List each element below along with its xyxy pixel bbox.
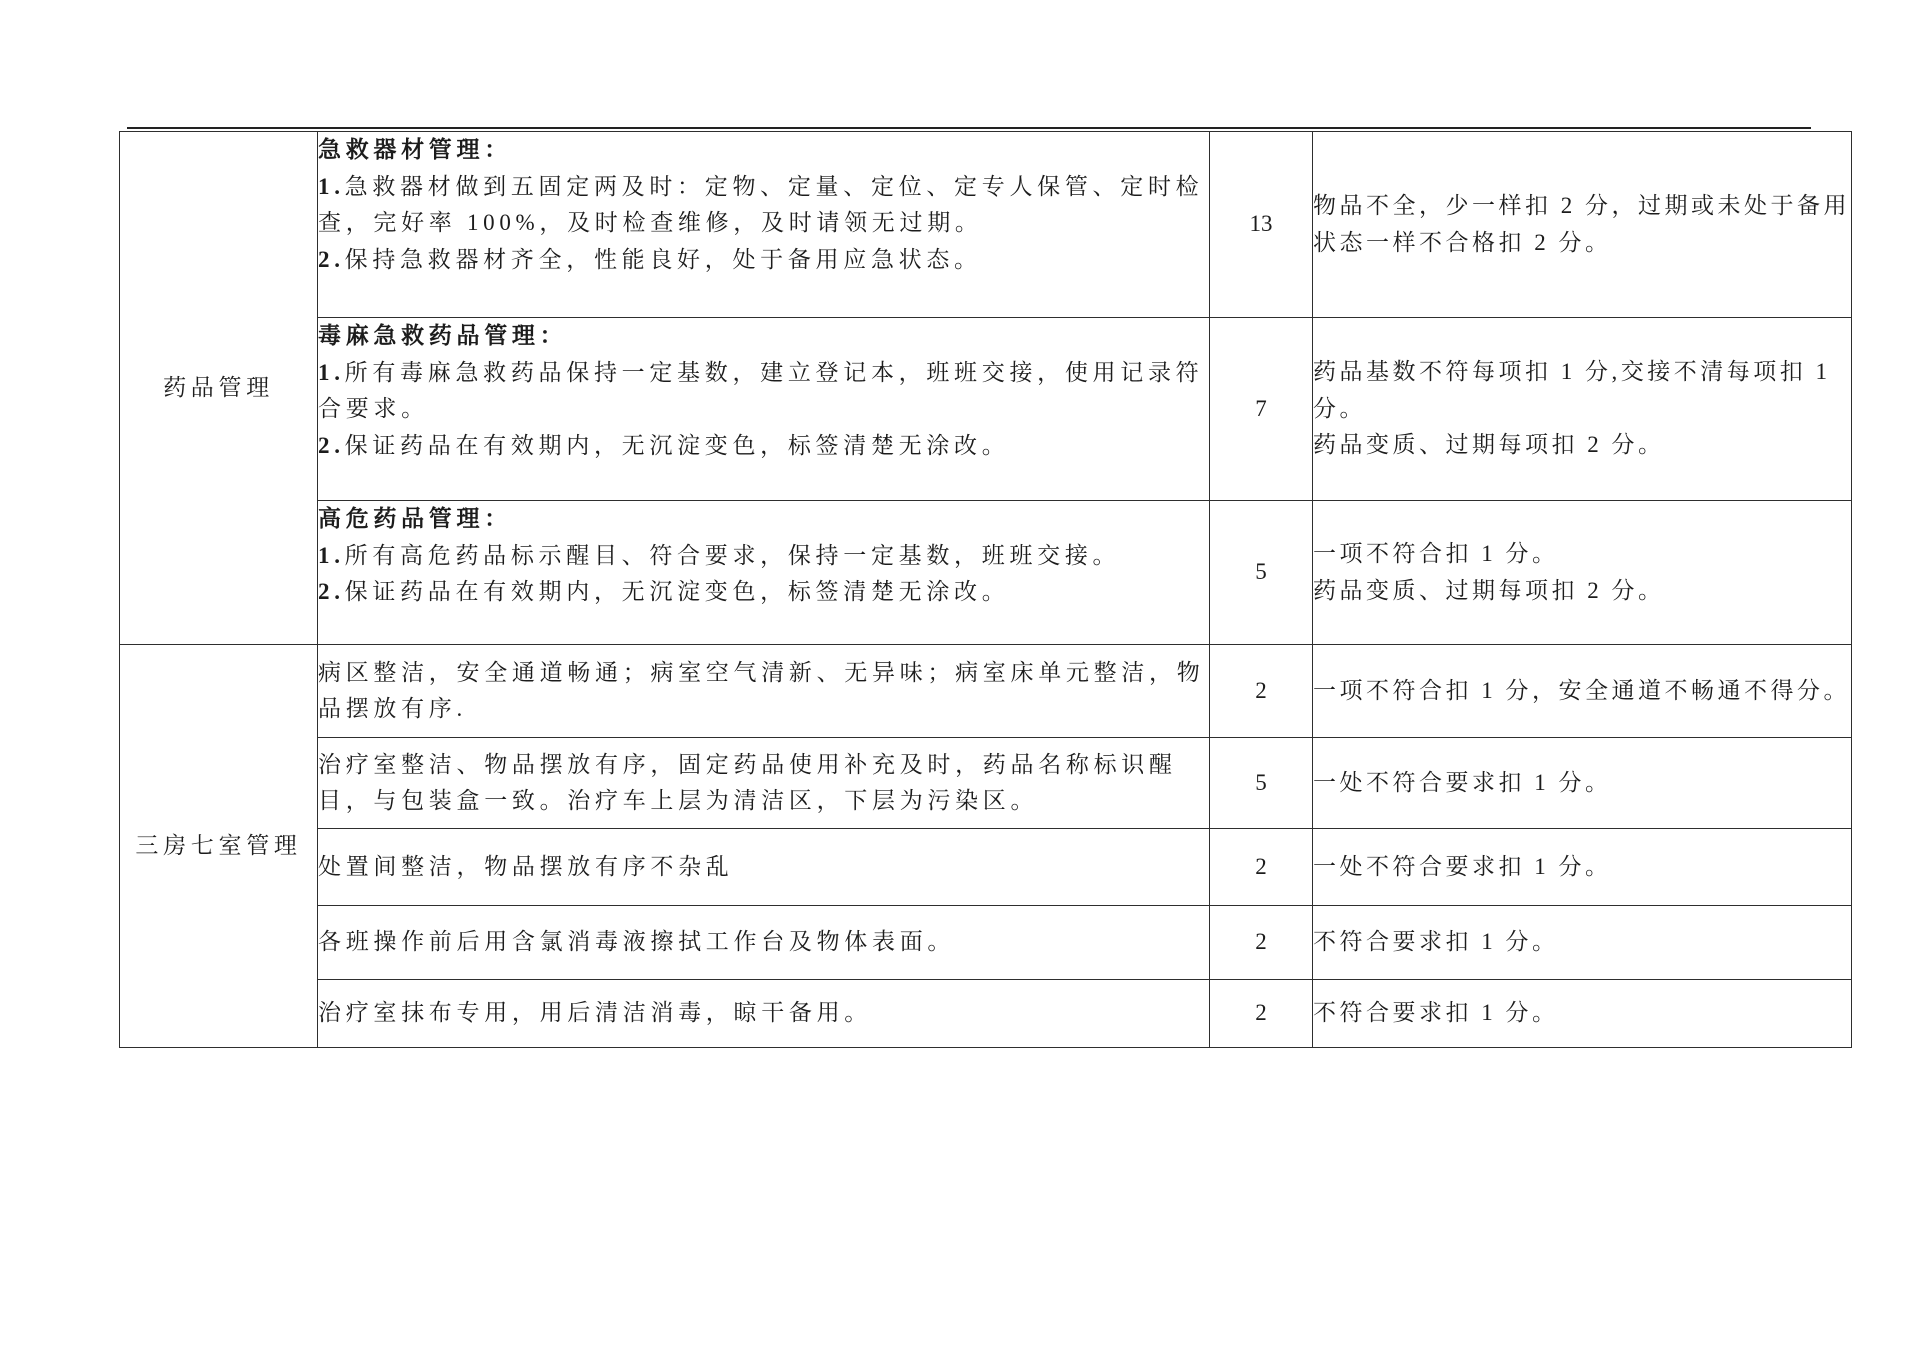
list-item	[318, 574, 1209, 611]
score-cell: 2	[1210, 645, 1313, 738]
score-cell: 2	[1210, 980, 1313, 1048]
item-text: 急救器材做到五固定两及时：定物、定量、定位、定专人保管、定时检查，完好率 100%，及时检查维修，及时请领无过期。	[318, 173, 1204, 235]
item-text: 保持急救器材齐全，性能良好，处于备用应急状态。	[344, 246, 982, 272]
table-row	[120, 906, 1852, 980]
row-title: 毒麻急救药品管理：	[318, 323, 568, 348]
category-cell	[120, 132, 318, 645]
table-row	[120, 980, 1852, 1048]
content-cell	[318, 829, 1210, 906]
content-cell	[318, 318, 1210, 501]
criteria-cell	[1313, 318, 1852, 501]
criteria-text: 物品不全，少一样扣 2 分，过期或未处于备用状态一样不合格扣 2 分。	[1313, 193, 1850, 255]
table-row	[120, 501, 1852, 645]
item-text: 所有高危药品标示醒目、符合要求，保持一定基数，班班交接。	[344, 542, 1121, 568]
item-number: 2.	[318, 579, 345, 604]
criteria-cell	[1313, 132, 1852, 318]
list-item	[318, 169, 1209, 242]
score-cell: 2	[1210, 906, 1313, 980]
item-number: 1.	[318, 173, 345, 199]
content-text: 各班操作前后用含氯消毒液擦拭工作台及物体表面。	[318, 929, 956, 955]
list-item	[318, 428, 1209, 465]
score-cell: 2	[1210, 829, 1313, 906]
row-title: 高危药品管理：	[318, 506, 512, 531]
list-item	[318, 355, 1209, 428]
content-text: 治疗室抹布专用，用后清洁消毒，晾干备用。	[318, 1000, 872, 1026]
criteria-text: 一处不符合要求扣 1 分。	[1313, 769, 1612, 795]
criteria-text: 一项不符合扣 1 分，安全通道不畅通不得分。	[1313, 677, 1850, 703]
table-row	[120, 645, 1852, 738]
row-title: 急救器材管理：	[318, 137, 512, 162]
criteria-text: 一项不符合扣 1 分。	[1313, 541, 1559, 566]
table-row	[120, 318, 1852, 501]
content-cell	[318, 906, 1210, 980]
category-label: 药品管理	[163, 374, 274, 400]
category-cell	[120, 645, 318, 1048]
top-rule	[127, 127, 1811, 129]
list-item	[318, 538, 1209, 575]
score-cell: 5	[1210, 501, 1313, 645]
item-number: 2.	[318, 246, 345, 272]
content-text: 病区整洁，安全通道畅通；病室空气清新、无异味；病室床单元整洁，物品摆放有序.	[318, 659, 1205, 721]
content-text: 处置间整洁，物品摆放有序不杂乱	[318, 853, 734, 879]
category-label: 三房七室管理	[135, 832, 302, 858]
criteria-cell	[1313, 501, 1852, 645]
content-cell	[318, 645, 1210, 738]
criteria-text: 药品变质、过期每项扣 2 分。	[1313, 432, 1665, 458]
item-text: 所有毒麻急救药品保持一定基数，建立登记本，班班交接，使用记录符合要求。	[318, 359, 1204, 421]
criteria-text: 不符合要求扣 1 分。	[1313, 929, 1559, 955]
content-cell	[318, 501, 1210, 645]
evaluation-table	[119, 131, 1852, 1048]
content-text: 治疗室整洁、物品摆放有序，固定药品使用补充及时，药品名称标识醒目，与包装盒一致。治疗车上层为清洁区，下层为污染区。	[318, 751, 1177, 813]
criteria-cell	[1313, 906, 1852, 980]
item-number: 1.	[318, 359, 345, 385]
score-cell: 5	[1210, 738, 1313, 829]
list-item	[318, 242, 1209, 279]
score-cell: 7	[1210, 318, 1313, 501]
content-cell	[318, 738, 1210, 829]
table-row	[120, 829, 1852, 906]
criteria-text: 药品变质、过期每项扣 2 分。	[1313, 577, 1665, 603]
content-cell	[318, 980, 1210, 1048]
criteria-cell	[1313, 738, 1852, 829]
table-row	[120, 738, 1852, 829]
criteria-text: 药品基数不符每项扣 1 分,交接不清每项扣 1 分。	[1313, 359, 1831, 421]
score-cell: 13	[1210, 132, 1313, 318]
criteria-text: 不符合要求扣 1 分。	[1313, 1000, 1559, 1026]
item-text: 保证药品在有效期内，无沉淀变色，标签清楚无涂改。	[344, 579, 1010, 604]
item-number: 1.	[318, 542, 345, 568]
criteria-text: 一处不符合要求扣 1 分。	[1313, 853, 1612, 879]
item-number: 2.	[318, 432, 345, 458]
criteria-cell	[1313, 645, 1852, 738]
table-row	[120, 132, 1852, 318]
criteria-cell	[1313, 980, 1852, 1048]
criteria-cell	[1313, 829, 1852, 906]
content-cell	[318, 132, 1210, 318]
item-text: 保证药品在有效期内，无沉淀变色，标签清楚无涂改。	[344, 432, 1010, 458]
